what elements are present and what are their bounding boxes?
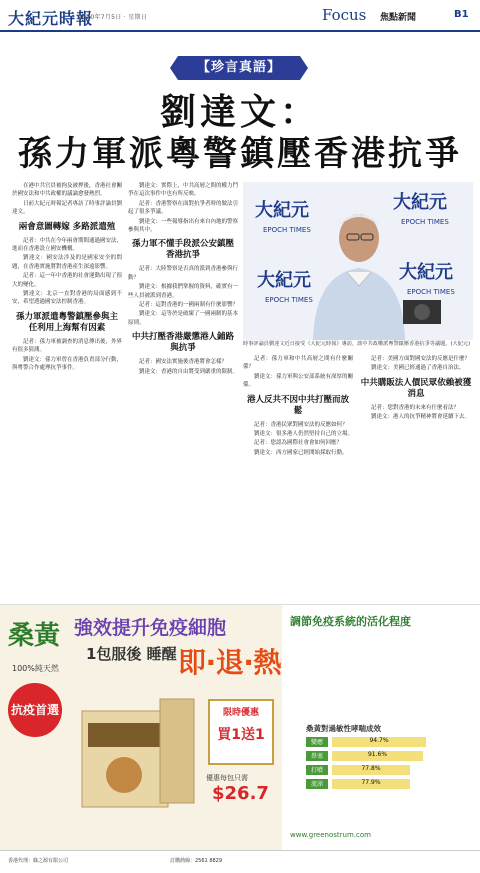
ad-slogan: 即‧退‧熱 [178,646,282,679]
efficacy-list [306,737,436,793]
article-column-2 [128,182,238,600]
paragraph: 劉達文：港人的抗爭精神將會延續下去。 [371,414,471,421]
subheading: 港人反共不因中共打壓而放鬆 [246,394,349,416]
ad-price: $26.7 [212,783,269,804]
efficacy-value: 77.8% [332,765,410,775]
paragraph: 記者：國安法實施後香港將會怎樣？ [139,359,228,366]
photo-caption: 時事評論員劉達文近日接受《大紀元時報》專訪，談中共政權派粵警鎮壓香港抗爭等議題。(大紀元) [243,341,471,347]
column-tag: 【珍言真語】 [178,56,300,80]
efficacy-label: 打噴 [306,765,328,775]
promo-offer: 買1送1 [217,727,265,743]
article-column-1 [12,182,122,600]
paragraph: 劉達文：根據我們掌握的資料，確實有一些人員被派到香港。 [128,284,238,299]
subheading: 中共打壓香港嚴懲港人鋪路與抗爭 [131,332,234,354]
header-rule [0,30,480,32]
ad-brand: 桑黃 [8,621,61,651]
right-title: 調節免疫系統的活化程度 [290,615,411,628]
article-column-4 [360,355,472,600]
paragraph: 劉達文：一些報導指出有來自內地的警察參與其中。 [128,218,238,234]
issue-date: 2020年7月5日 ‧ 星期日 [78,14,148,21]
interview-photo [243,182,473,340]
svg-text:EPOCH TIMES: EPOCH TIMES [407,288,455,296]
footer-hotline: 訂購熱線：2561 8829 [170,858,223,864]
ad-subtitle: 1包服後 睡醒 [86,645,177,663]
efficacy-row [306,765,436,775]
paragraph: 劉達文：實際上，中共高層之間的權力鬥爭在這次事件中也有所反映。 [128,183,238,198]
paragraph: 記者：孫力軍和中共高層之間有什麼關係？ [243,356,353,371]
paragraph: 記者：美國方面對國安法的反應是什麼？ [371,356,471,362]
efficacy-label: 變應 [306,737,328,747]
subheading: 孫力軍派遣粵警鎮壓參與主任利用上海幫有因素 [15,311,118,333]
efficacy-row [306,737,436,747]
paragraph: 記者：香港民眾對國安法的反應如何？ [254,421,348,428]
promo-box [208,699,274,765]
paragraph: 劉達文：國安法涉及的是國家安全的問題，在香港實施將對香港產生深遠影響。 [12,255,122,270]
paragraph: 在港中共官員被拘及被押後，香港社會關於國安法和中共政權的議論愈發熱烈。 [12,183,122,198]
price-label: 優惠每包只需 [206,774,248,782]
svg-text:EPOCH TIMES: EPOCH TIMES [265,296,313,304]
paragraph: 記者：孫力軍被調查的消息傳出後，外界有很多猜測。 [12,338,122,354]
efficacy-value: 77.9% [332,779,410,789]
paragraph: 劉達文：香港的自由將受到嚴重的限制。 [139,368,238,375]
article-column-3 [243,355,353,600]
subheading: 孫力軍不懂手段派公安鎮壓香港抗爭 [131,239,234,261]
paragraph: 記者：香港警察在面對抗爭者時的做法引起了很多爭議。 [128,200,238,216]
subheading: 中共購販法人價民眾依賴被獲消息 [360,377,472,399]
efficacy-chart-title: 桑黃對過敏性哮喘成效 [306,724,381,733]
svg-text:大紀元: 大紀元 [393,192,447,213]
paragraph: 日前大紀元時報記者專訪了時事評論員劉達文。 [12,200,122,216]
efficacy-value: 91.6% [332,751,423,761]
paragraph: 劉達文：孫力軍曾在香港負責部分行動，與粵警合作處理抗爭事件。 [12,356,122,372]
svg-text:大紀元: 大紀元 [399,262,453,283]
footer-agent: 香港代理：綠之源有限公司 [8,858,69,864]
section-subtitle: 焦點新聞 [380,13,417,23]
efficacy-label: 鼻塞 [306,751,328,761]
paragraph: 記者：大陸警察是否真的派到香港參與行動？ [128,266,238,281]
product-box-icon [68,691,198,811]
paragraph: 劉達文：北京一直對香港的局面感到不安，希望透過國安法控制香港。 [12,291,122,306]
ad-title: 強效提升免疫細胞 [74,617,227,639]
paragraph: 劉達文：孫力軍與公安部系統有深厚的關係。 [243,373,353,389]
page-footer [0,850,480,873]
headline-line2: 孫力軍派粵警鎮壓香港抗爭 [18,134,462,174]
ad-badge: 抗疫首選 [8,683,62,737]
paragraph: 劉達文：美國已經通過了香港自治法。 [371,365,465,372]
svg-text:EPOCH TIMES: EPOCH TIMES [401,218,449,226]
section-title: Focus [322,6,367,24]
efficacy-value: 94.7% [332,737,426,747]
ad-website[interactable]: www.greenostrum.com [290,831,371,839]
paragraph: 劉達文：很多港人仍然堅持自己的立場。 [254,431,353,438]
svg-text:大紀元: 大紀元 [257,270,311,291]
page-header [0,0,480,48]
advertisement[interactable] [0,604,480,850]
paragraph: 記者：這對香港的一國兩制有什麼影響？ [139,302,238,309]
paragraph: 記者：中共在今年兩會期間通過國安法，進而在香港設立國安機構。 [12,237,122,253]
subheading: 兩會意圖轉嫁 多路派遣殖 [18,221,116,232]
efficacy-label: 流涕 [306,779,328,789]
ad-right-panel [284,605,480,850]
efficacy-row [306,779,436,789]
promo-label: 限時優惠 [222,708,259,718]
svg-text:EPOCH TIMES: EPOCH TIMES [263,226,311,234]
paragraph: 記者：您對香港的未來有什麼看法？ [371,404,460,411]
headline-line1: 劉達文： [159,91,320,133]
paragraph: 記者：這一年中香港的社會運動出現了很大的變化。 [12,273,122,288]
page-number: B1 [454,9,469,20]
ad-left-panel [0,605,282,850]
masthead-logo: 大紀元時報 [8,9,94,28]
paragraph: 記者：您認為國際社會會如何回應？ [254,440,343,447]
efficacy-row [306,751,436,761]
photo-illustration [243,182,473,340]
svg-text:大紀元: 大紀元 [255,200,309,221]
paragraph: 劉達文：西方國家已經開始採取行動。 [254,449,348,456]
paragraph: 劉達文：這等於是破壞了一國兩制的基本原則。 [128,311,238,326]
ad-brand-sub: 100%純天然 [12,664,59,673]
